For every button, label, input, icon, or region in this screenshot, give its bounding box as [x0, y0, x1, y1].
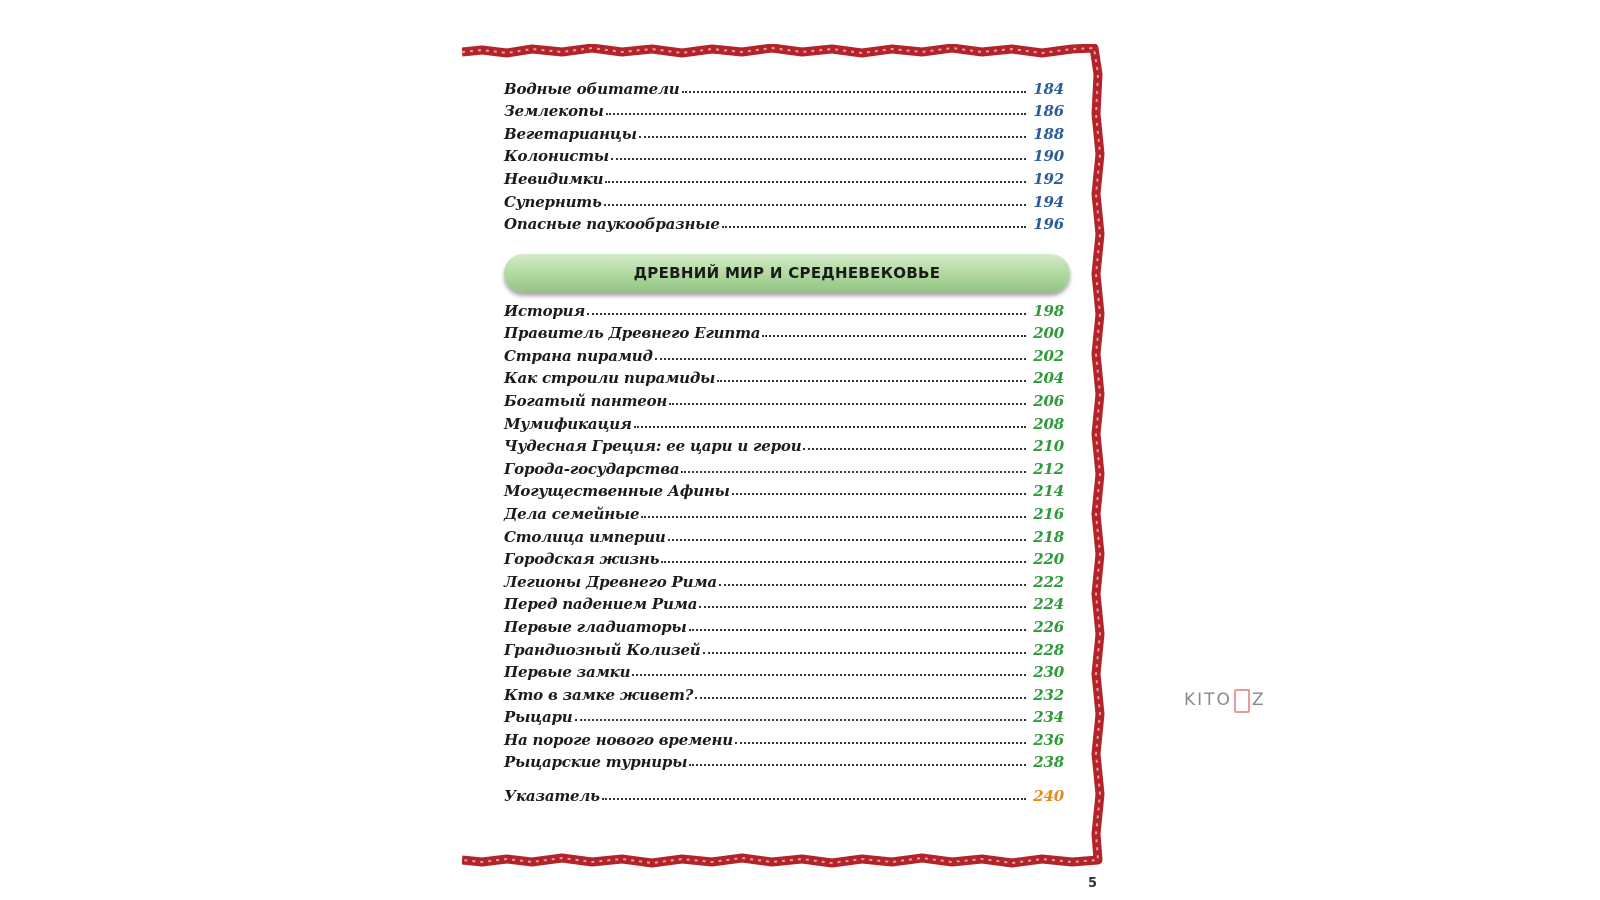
- toc-entry-title: История: [504, 301, 586, 320]
- toc-entry-title: Опасные паукообразные: [504, 215, 720, 234]
- toc-entry[interactable]: [504, 636, 1064, 659]
- toc-entry-title: Кто в замке живет?: [504, 685, 694, 704]
- toc-entry-page: 210: [1033, 437, 1064, 456]
- toc-entry-page: 224: [1033, 595, 1064, 614]
- section-header-bar: [504, 254, 1070, 292]
- toc-entry[interactable]: [504, 297, 1064, 320]
- leader-dots: [689, 764, 1026, 766]
- toc-entry[interactable]: [504, 546, 1064, 569]
- toc-entry-title: Чудесная Греция: ее цари и герои: [504, 437, 802, 456]
- toc-entry[interactable]: [504, 681, 1064, 704]
- toc-group-animals: [504, 75, 1064, 233]
- toc-entry-title: Вегетарианцы: [504, 124, 637, 143]
- toc-entry[interactable]: [504, 726, 1064, 749]
- leader-dots: [699, 606, 1026, 608]
- watermark-text-right: Z: [1251, 690, 1266, 710]
- toc-entry[interactable]: [504, 523, 1064, 546]
- toc-entry[interactable]: [504, 749, 1064, 772]
- toc-entry[interactable]: [504, 75, 1064, 98]
- leader-dots: [632, 674, 1026, 676]
- toc-entry-page: 212: [1033, 459, 1064, 478]
- toc-entry-title: Землекопы: [504, 102, 604, 121]
- toc-entry-page: 222: [1033, 572, 1064, 591]
- toc-entry[interactable]: [504, 98, 1064, 121]
- toc-entry-title: Указатель: [504, 786, 600, 805]
- toc-entry-page: 204: [1033, 369, 1064, 388]
- watermark-box-icon: [1234, 689, 1250, 713]
- toc-entry[interactable]: [504, 342, 1064, 365]
- toc-entry[interactable]: [504, 455, 1064, 478]
- toc-entry[interactable]: [504, 433, 1064, 456]
- kitobz-watermark-logo: [1184, 688, 1266, 712]
- toc-entry-title: Столица империи: [504, 527, 666, 546]
- section-title: ДРЕВНИЙ МИР И СРЕДНЕВЕКОВЬЕ: [633, 264, 941, 282]
- leader-dots: [717, 380, 1026, 382]
- toc-entry-title: Супернить: [504, 192, 602, 211]
- toc-entry-page: 214: [1033, 482, 1064, 501]
- toc-entry-page: 208: [1033, 414, 1064, 433]
- toc-entry-page: 202: [1033, 346, 1064, 365]
- toc-entry[interactable]: [504, 410, 1064, 433]
- toc-entry[interactable]: [504, 387, 1064, 410]
- toc-entry-title: Легионы Древнего Рима: [504, 572, 717, 591]
- toc-entry-page: 192: [1033, 169, 1064, 188]
- toc-entry-title: Города-государства: [504, 459, 680, 478]
- toc-entry-page: 186: [1033, 102, 1064, 121]
- leader-dots: [669, 403, 1026, 405]
- toc-entry-page: 226: [1033, 617, 1064, 636]
- toc-entry-title: Дела семейные: [504, 504, 640, 523]
- toc-entry-title: Страна пирамид: [504, 346, 653, 365]
- toc-entry-page: 200: [1033, 324, 1064, 343]
- toc-entry-title: Правитель Древнего Египта: [504, 324, 761, 343]
- leader-dots: [639, 136, 1026, 138]
- leader-dots: [732, 493, 1026, 495]
- toc-entry-title: Водные обитатели: [504, 79, 680, 98]
- toc-entry-title: На пороге нового времени: [504, 730, 733, 749]
- toc-entry-title: Богатый пантеон: [504, 391, 668, 410]
- toc-entry-page: 230: [1033, 663, 1064, 682]
- toc-entry-title: Могущественные Афины: [504, 482, 730, 501]
- toc-group-ancient-world: [504, 297, 1064, 771]
- toc-entry[interactable]: [504, 704, 1064, 727]
- book-page: [462, 44, 1108, 882]
- leader-dots: [703, 652, 1027, 654]
- leader-dots: [722, 226, 1026, 228]
- toc-entry-title: Первые гладиаторы: [504, 617, 687, 636]
- leader-dots: [735, 742, 1026, 744]
- leader-dots: [681, 471, 1026, 473]
- toc-entry[interactable]: [504, 365, 1064, 388]
- leader-dots: [762, 335, 1026, 337]
- toc-entry-title: Мумификация: [504, 414, 632, 433]
- leader-dots: [661, 561, 1026, 563]
- toc-entry[interactable]: [504, 500, 1064, 523]
- leader-dots: [602, 798, 1026, 800]
- toc-entry-title: Городская жизнь: [504, 550, 660, 569]
- leader-dots: [689, 629, 1026, 631]
- toc-index: [504, 782, 1064, 805]
- toc-entry-page: 234: [1033, 708, 1064, 727]
- toc-entry-page: 236: [1033, 730, 1064, 749]
- leader-dots: [803, 448, 1026, 450]
- leader-dots: [605, 181, 1026, 183]
- leader-dots: [575, 719, 1026, 721]
- toc-entry-page: 228: [1033, 640, 1064, 659]
- toc-entry[interactable]: [504, 568, 1064, 591]
- toc-entry-page: 218: [1033, 527, 1064, 546]
- toc-entry-page: 232: [1033, 685, 1064, 704]
- toc-entry-index[interactable]: [504, 782, 1064, 805]
- toc-entry[interactable]: [504, 478, 1064, 501]
- leader-dots: [634, 426, 1026, 428]
- toc-entry-title: Как строили пирамиды: [504, 369, 716, 388]
- toc-entry[interactable]: [504, 188, 1064, 211]
- toc-entry-title: Невидимки: [504, 169, 604, 188]
- toc-entry[interactable]: [504, 659, 1064, 682]
- toc-entry-title: Грандиозный Колизей: [504, 640, 701, 659]
- leader-dots: [611, 158, 1026, 160]
- toc-entry-title: Перед падением Рима: [504, 595, 698, 614]
- toc-entry-page: 206: [1033, 391, 1064, 410]
- toc-entry-page: 238: [1033, 753, 1064, 772]
- toc-entry[interactable]: [504, 613, 1064, 636]
- leader-dots: [655, 358, 1026, 360]
- toc-entry-page: 194: [1033, 192, 1064, 211]
- leader-dots: [606, 113, 1026, 115]
- toc-entry[interactable]: [504, 211, 1064, 234]
- toc-entry-page: 196: [1033, 215, 1064, 234]
- leader-dots: [668, 539, 1026, 541]
- toc-entry[interactable]: [504, 320, 1064, 343]
- leader-dots: [604, 204, 1026, 206]
- leader-dots: [682, 91, 1026, 93]
- toc-entry[interactable]: [504, 591, 1064, 614]
- toc-entry-page: 216: [1033, 504, 1064, 523]
- toc-entry-title: Рыцари: [504, 708, 573, 727]
- toc-entry[interactable]: [504, 143, 1064, 166]
- leader-dots: [587, 313, 1026, 315]
- toc-entry-page: 198: [1033, 301, 1064, 320]
- toc-entry-title: Первые замки: [504, 663, 631, 682]
- leader-dots: [695, 697, 1026, 699]
- toc-entry[interactable]: [504, 120, 1064, 143]
- page-number: 5: [1088, 876, 1098, 891]
- toc-entry-page: 188: [1033, 124, 1064, 143]
- leader-dots: [719, 584, 1026, 586]
- toc-entry-page: 240: [1033, 786, 1064, 805]
- toc-entry-page: 184: [1033, 79, 1064, 98]
- toc-entry-title: Колонисты: [504, 147, 609, 166]
- leader-dots: [641, 516, 1026, 518]
- toc-entry-page: 190: [1033, 147, 1064, 166]
- toc-entry-page: 220: [1033, 550, 1064, 569]
- watermark-text-left: KITO: [1184, 690, 1232, 710]
- toc-entry[interactable]: [504, 165, 1064, 188]
- toc-entry-title: Рыцарские турниры: [504, 753, 688, 772]
